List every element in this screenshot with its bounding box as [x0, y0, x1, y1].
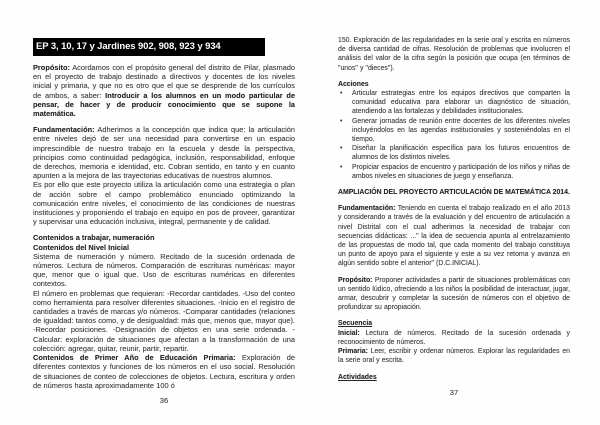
page-number-right: 37 — [449, 387, 459, 397]
fundamentacion-2014-body: Teniendo en cuenta el trabajo realizado en el año 2013 y considerando a través de la evaluación y del encuentro de articulación a nivel Distrital con el cual adherimos la necesidad de trabajar con secuencias didácticas: ..." la idea de secuencia apunta al entrelazamiento de las propuestas de modo tal, que cada momento del trabajo constituya un punto de apoyo para el siguiente y este a su vez retoma y avanza en algún sentido sobre el anterior" (D.C.INICIAL). — [338, 205, 570, 268]
proposito-2014-paragraph — [338, 276, 570, 313]
page-number-left: 36 — [159, 395, 169, 405]
paragraph-gap — [338, 181, 570, 188]
secuencia-heading: Secuencia — [338, 320, 373, 328]
contenidos-heading: Contenidos a trabajar, numeración — [33, 233, 155, 243]
paragraph-gap — [338, 269, 570, 276]
list-item-text: Propiciar espacios de encuentro y participación de los niños y niñas de ambos niveles en situaciones de juego y enseñanza. — [352, 163, 570, 180]
es-por-ello-paragraph: Es por ello que este proyecto utiliza la articulación como una estrategia o plan de acción sobre el campo problemático enunciado optimizando la comunicación entre niveles, el conocimiento de las condiciones de nuestras instituciones y proponiendo el trabajo en equipo en pos de proveer, garantizar y supervisar una educación inclusiva, integral, permanente y de calidad. — [33, 180, 295, 227]
paragraph-gap — [338, 197, 570, 204]
list-item-text: Diseñar la planificación específica para los futuros encuentros de alumnos de los distintos niveles. — [352, 145, 570, 162]
section-title-bar: EP 3, 10, 17 y Jardines 902, 908, 923 y 934 — [33, 38, 265, 56]
bullet-icon: • — [340, 145, 343, 153]
acciones-list — [338, 89, 570, 181]
list-item — [338, 117, 570, 145]
primer-anio-label: Contenidos de Primer Año de Educación Primaria: — [33, 353, 236, 363]
proposito-label: Propósito: — [33, 63, 70, 72]
actividades-heading: Actividades — [338, 373, 377, 381]
list-item — [338, 163, 570, 181]
proposito-body: Acordamos con el propósito general del distrito de Pilar, plasmado en el proyecto de trabajo destinado a directivos y docentes de los niveles inicial y primaria, y que no es otro que el que se desprende de los currículos de ambos, a saber: — [33, 63, 295, 100]
paragraph-gap — [338, 73, 570, 80]
ampliacion-heading: AMPLIACIÓN DEL PROYECTO ARTICULACIÓN DE MATEMÁTICA 2014. — [338, 189, 570, 197]
fundamentacion-label: Fundamentación: — [33, 125, 95, 135]
continuation-paragraph: 150. Exploración de las regularidades en la serie oral y escrita en números de diversa cantidad de cifras. Resolución de problemas que involucren el análisis del valor de la cifra según la posición que ocupa (en términos de "unos" y "dieces"). — [338, 37, 570, 72]
sistema-paragraph: Sistema de numeración y número. Recitado de la sucesión ordenada de números. Lectura de números. Comparación de escrituras numéricas: mayor que, menor que o igual que. Uso de escrituras numéricas en diferentes contextos. — [33, 251, 295, 289]
right-page — [338, 36, 570, 397]
fundamentacion-body: Adherimos a la concepción que indica que: la articulación entre niveles dejó de ser una necesidad para convertirse en un espacio imprescindible de nuestro trabajo en la escuela y desde la perspectiva, principios como continuidad pedagógica, inclusión, responsabilidad, enfoque de derechos, memoria e identidad, etc. Cobran sentido, en tanto y en cuanto apunten a la mejora de las trayectorias educativas de nuestros alumnos. — [33, 125, 295, 181]
primaria-paragraph — [338, 347, 570, 365]
paragraph-gap — [338, 366, 570, 373]
inicial-paragraph — [338, 329, 570, 347]
proposito-2014-body: Proponer actividades a partir de situaciones problemáticas con un sentido lúdico, ofreciendo a los niños la posibilidad de interactuar, jugar, armar, descubrir y completar la sucesión de números con el objetivo de profundizar su apropiación. — [338, 276, 570, 312]
list-item-text: Articular estrategias entre los equipos directivos que comparten la comunidad educativa para elaborar un diagnóstico de situación, atendiendo a las fortalezas y debilidades institucionales. — [352, 90, 570, 116]
nivel-inicial-heading: Contenidos del Nivel Inicial — [33, 242, 130, 252]
fundamentacion-paragraph — [33, 125, 295, 180]
left-page — [33, 38, 295, 405]
list-item — [338, 89, 570, 117]
paragraph-gap — [33, 226, 295, 233]
acciones-heading: Acciones — [338, 80, 369, 88]
bullet-icon: • — [340, 117, 343, 125]
fundamentacion-2014-label: Fundamentación: — [338, 205, 396, 213]
list-item-text: Generar jornadas de reunión entre docentes de los diferentes niveles incluyéndolos en las agendas institucionales y sosteniéndolas en el tiempo. — [352, 117, 570, 144]
inicial-body: Lectura de números. Recitado de la sucesión ordenada y reconocimiento de números. — [338, 329, 570, 346]
el-numero-paragraph: El número en problemas que requieran: -Recordar cantidades. -Uso del conteo como herramienta para resolver diferentes situaciones. -Inicio en el registro de cantidades a través de marcas y/o números. -Comparar cantidades (relaciones de igualdad: tantos como, y de desigualdad: más que, menos que, mayor que). -Recordar posiciones. -Designación de objetos en una serie ordenada. -Calcular: exploración de situaciones que afectan a la transformación de una colección: agregar, quitar, reunir, partir, repartir. — [33, 288, 295, 353]
paragraph-gap — [338, 312, 570, 319]
fundamentacion-2014-paragraph — [338, 204, 570, 268]
bullet-icon: • — [340, 90, 343, 98]
inicial-label: Inicial: — [338, 329, 360, 337]
bullet-icon: • — [340, 163, 343, 171]
proposito-2014-label: Propósito: — [338, 276, 373, 284]
proposito-paragraph — [33, 63, 295, 118]
primer-anio-body: Exploración de diferentes contextos y funciones de los números en el uso social. Resolución de situaciones de conteo de colecciones de objetos. Lectura, escritura y orden de números hasta aproximadamente 100 ó — [33, 353, 295, 390]
list-item — [338, 144, 570, 162]
paragraph-gap — [33, 118, 295, 125]
proposito-bold-tail: Introducir a los alumnos en un modo particular de pensar, de hacer y de producir conocimiento que se supone la matemática. — [33, 90, 295, 119]
primaria-body: Leer, escribir y ordenar números. Explorar las regularidades en la serie oral y escrita. — [338, 348, 570, 365]
primaria-label: Primaria: — [338, 348, 368, 356]
primer-anio-paragraph — [33, 353, 295, 390]
